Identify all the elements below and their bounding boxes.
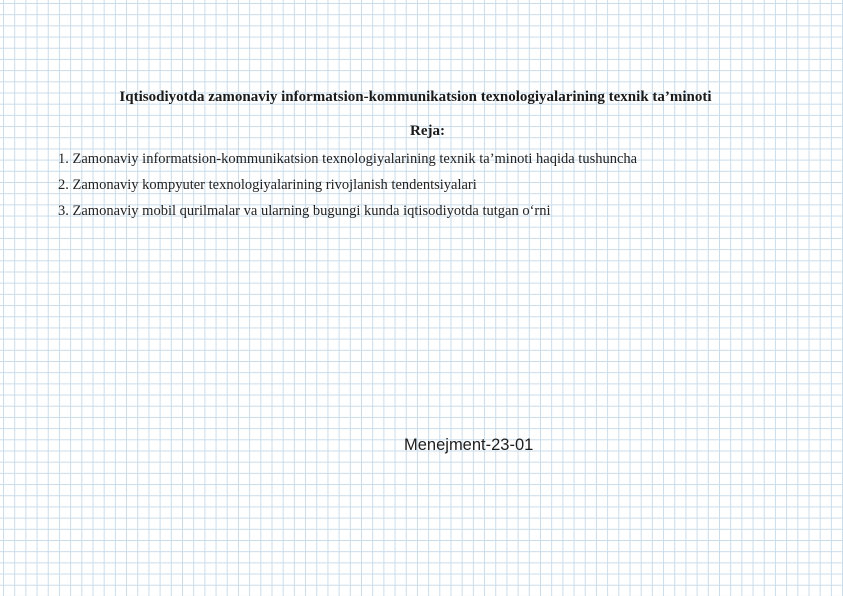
- plan-item-3: 3. Zamonaviy mobil qurilmalar va ularning bugungi kunda iqtisodiyotda tutgan o‘rni: [58, 203, 551, 219]
- document-title: Iqtisodiyotda zamonaviy informatsion-kommunikatsion texnologiyalarining texnik ta’minoti: [119, 89, 712, 105]
- plan-item-2: 2. Zamonaviy kompyuter texnologiyalarining rivojlanish tendentsiyalari: [58, 177, 477, 193]
- plan-item-1: 1. Zamonaviy informatsion-kommunikatsion texnologiyalarining texnik ta’minoti haqida tushuncha: [58, 151, 638, 167]
- plan-list: [58, 150, 637, 228]
- group-label: Menejment-23-01: [404, 436, 534, 454]
- plan-heading: Reja:: [410, 123, 445, 139]
